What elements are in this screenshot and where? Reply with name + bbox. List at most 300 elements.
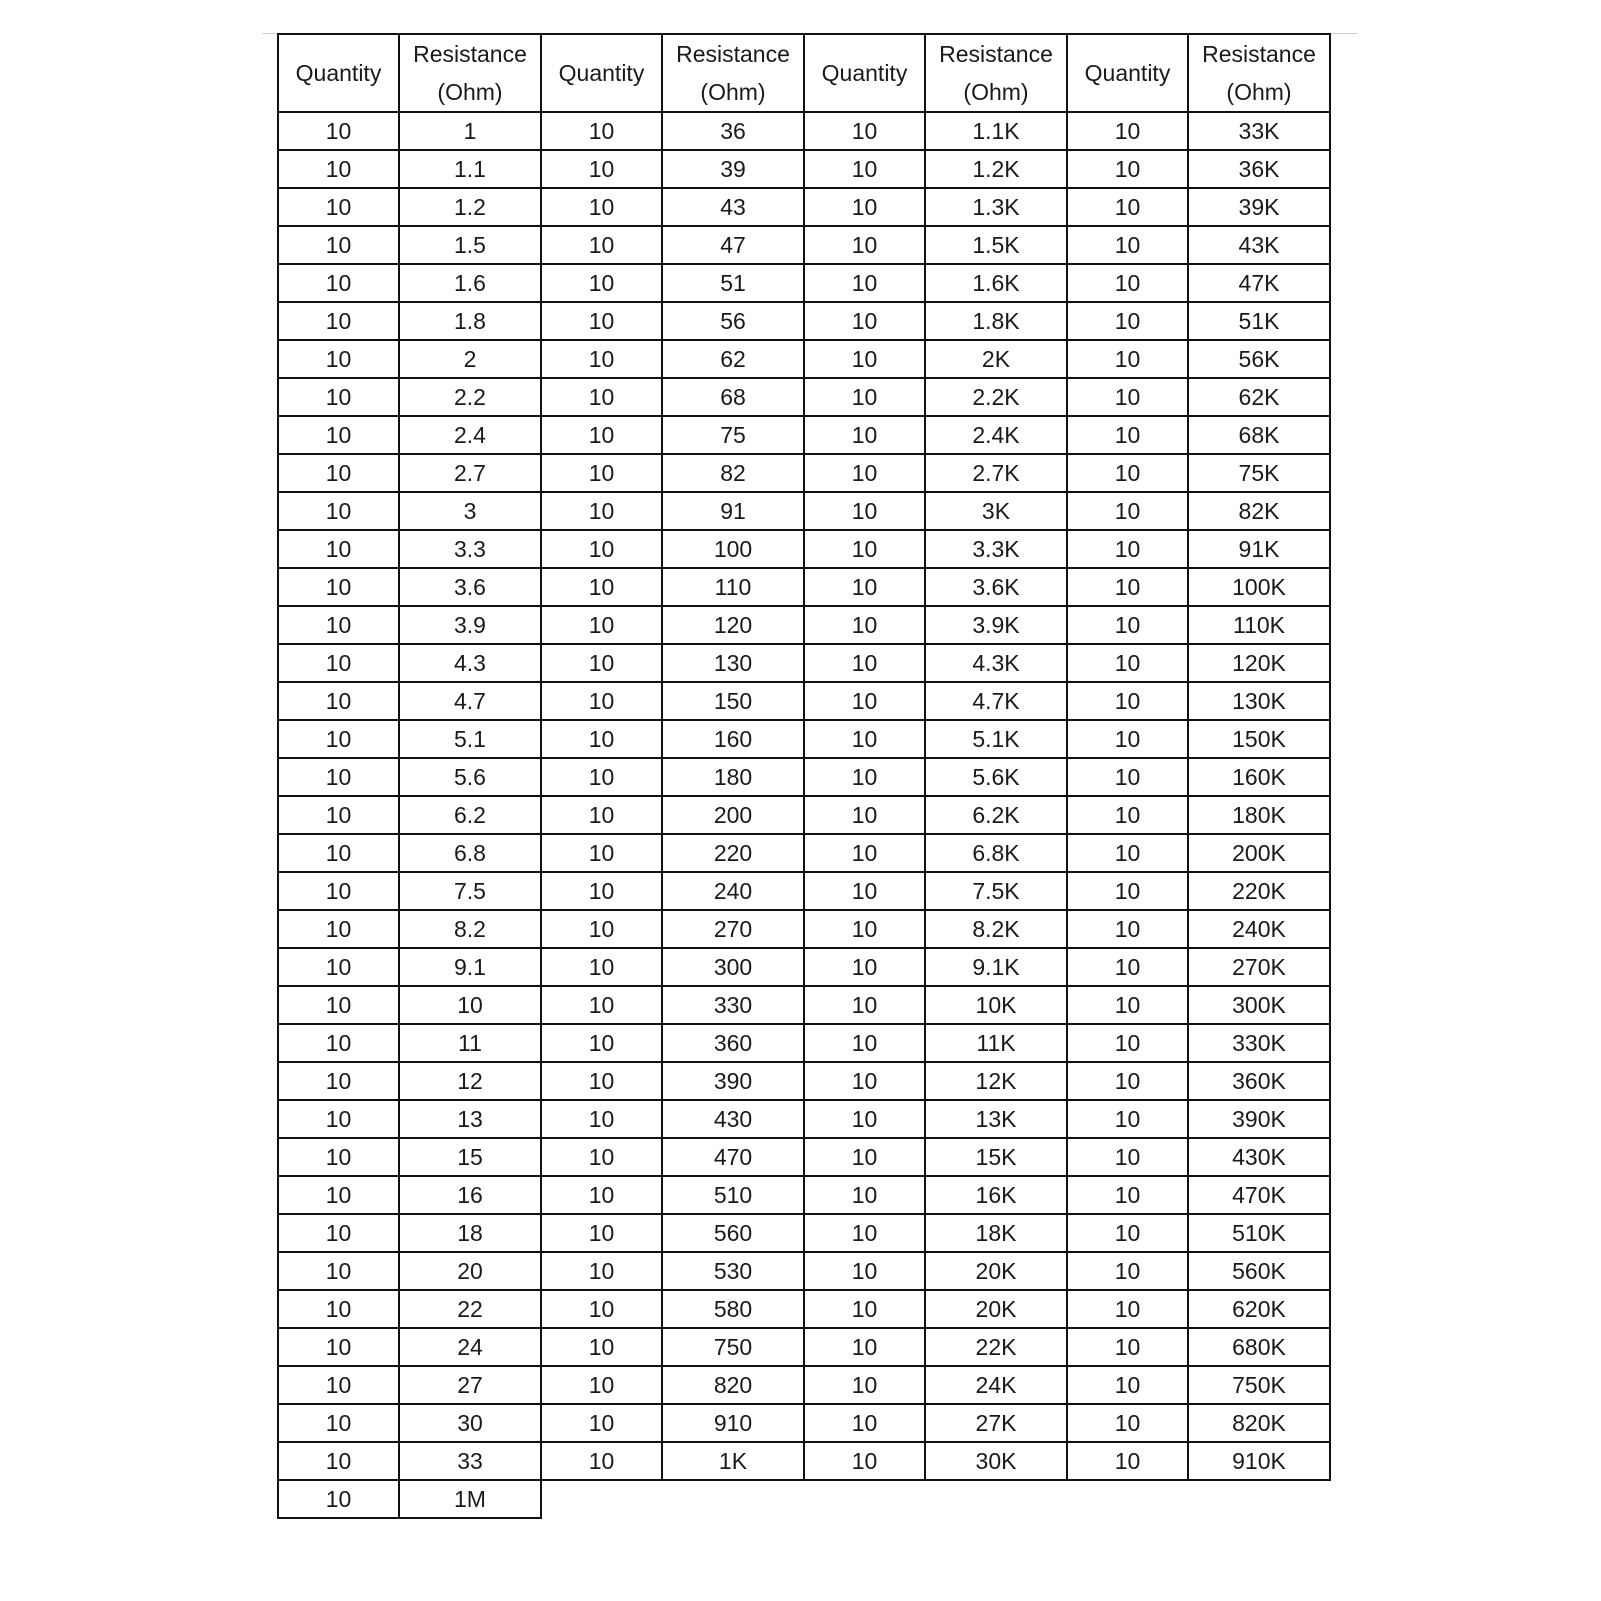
quantity-cell: 10 [278,1214,399,1252]
quantity-cell: 10 [541,1214,662,1252]
quantity-cell: 10 [278,910,399,948]
quantity-cell: 10 [541,682,662,720]
quantity-cell: 10 [804,720,925,758]
resistance-cell: 1K [662,1442,804,1480]
table-row [278,834,1330,872]
resistance-cell: 180 [662,758,804,796]
quantity-cell: 10 [1067,606,1188,644]
quantity-cell: 10 [804,1366,925,1404]
quantity-cell: 10 [804,264,925,302]
resistance-cell: 3.3K [925,530,1067,568]
table-row [278,796,1330,834]
resistor-kit-table [277,33,1331,1519]
resistance-cell: 30 [399,1404,541,1442]
resistance-cell: 9.1K [925,948,1067,986]
resistance-cell: 200 [662,796,804,834]
resistance-cell: 4.3K [925,644,1067,682]
quantity-cell: 10 [541,1442,662,1480]
resistance-cell: 1.3K [925,188,1067,226]
header-line: Quantity [558,60,645,86]
quantity-cell: 10 [278,644,399,682]
resistance-cell: 6.8K [925,834,1067,872]
table-row [278,1480,1330,1518]
quantity-cell: 10 [1067,682,1188,720]
resistance-cell: 560K [1188,1252,1330,1290]
quantity-cell: 10 [1067,1404,1188,1442]
resistance-cell: 36 [662,112,804,150]
resistance-cell: 3.6 [399,568,541,606]
resistance-cell: 6.2 [399,796,541,834]
table-row [278,1252,1330,1290]
quantity-cell: 10 [804,416,925,454]
header-line: Quantity [1084,60,1171,86]
resistance-cell: 620K [1188,1290,1330,1328]
resistance-cell: 91 [662,492,804,530]
quantity-cell: 10 [1067,1062,1188,1100]
table-row [278,1366,1330,1404]
resistance-cell: 820K [1188,1404,1330,1442]
table-row [278,112,1330,150]
resistance-cell: 5.1 [399,720,541,758]
resistance-cell: 10K [925,986,1067,1024]
quantity-cell: 10 [278,758,399,796]
quantity-cell: 10 [1067,530,1188,568]
quantity-cell: 10 [1067,758,1188,796]
table-row [278,1328,1330,1366]
quantity-cell: 10 [804,530,925,568]
resistance-cell: 91K [1188,530,1330,568]
table-row [278,264,1330,302]
quantity-cell: 10 [278,150,399,188]
quantity-cell: 10 [278,1442,399,1480]
quantity-cell: 10 [1067,948,1188,986]
resistance-cell: 56K [1188,340,1330,378]
quantity-cell: 10 [804,796,925,834]
header-row [278,34,1330,112]
quantity-cell: 10 [1067,340,1188,378]
resistance-cell: 22K [925,1328,1067,1366]
header-line: Resistance [939,41,1053,67]
quantity-cell: 10 [541,796,662,834]
resistance-cell: 2.2K [925,378,1067,416]
resistance-cell: 3.3 [399,530,541,568]
quantity-cell: 10 [804,834,925,872]
table-row [278,150,1330,188]
quantity-cell: 10 [804,948,925,986]
quantity-cell: 10 [804,682,925,720]
resistance-cell: 150 [662,682,804,720]
resistance-cell: 47K [1188,264,1330,302]
resistance-cell: 82K [1188,492,1330,530]
quantity-cell: 10 [1067,796,1188,834]
header-quantity [278,34,399,112]
quantity-cell: 10 [1067,112,1188,150]
quantity-cell: 10 [278,188,399,226]
resistance-cell: 62 [662,340,804,378]
header-line: Quantity [821,60,908,86]
quantity-cell: 10 [1067,1214,1188,1252]
quantity-cell: 10 [541,492,662,530]
resistance-cell: 200K [1188,834,1330,872]
quantity-cell: 10 [1067,302,1188,340]
resistance-cell: 13 [399,1100,541,1138]
resistance-cell: 180K [1188,796,1330,834]
resistance-cell: 120K [1188,644,1330,682]
quantity-cell: 10 [1067,720,1188,758]
table-row [278,1214,1330,1252]
resistance-cell: 3.9 [399,606,541,644]
quantity-cell: 10 [804,758,925,796]
resistance-cell: 680K [1188,1328,1330,1366]
quantity-cell: 10 [278,264,399,302]
quantity-cell: 10 [278,454,399,492]
table-row [278,872,1330,910]
table-row [278,1442,1330,1480]
resistance-cell: 6.8 [399,834,541,872]
quantity-cell: 10 [541,606,662,644]
resistance-cell: 8.2 [399,910,541,948]
quantity-cell: 10 [278,112,399,150]
quantity-cell: 10 [541,720,662,758]
quantity-cell: 10 [278,1480,399,1518]
resistance-cell: 390 [662,1062,804,1100]
resistance-cell: 4.7K [925,682,1067,720]
quantity-cell: 10 [804,1100,925,1138]
table-row [278,530,1330,568]
quantity-cell: 10 [278,1138,399,1176]
resistance-cell: 39K [1188,188,1330,226]
quantity-cell: 10 [804,1252,925,1290]
quantity-cell: 10 [278,340,399,378]
resistance-cell: 36K [1188,150,1330,188]
header-quantity [804,34,925,112]
quantity-cell: 10 [541,872,662,910]
resistance-cell: 430K [1188,1138,1330,1176]
resistance-cell: 240 [662,872,804,910]
resistance-cell: 68K [1188,416,1330,454]
header-line: Resistance [413,41,527,67]
quantity-cell: 10 [804,1328,925,1366]
resistance-cell: 910K [1188,1442,1330,1480]
quantity-cell: 10 [541,910,662,948]
resistance-cell: 10 [399,986,541,1024]
quantity-cell: 10 [541,1366,662,1404]
header-line: Resistance [1202,41,1316,67]
quantity-cell: 10 [278,1366,399,1404]
resistance-cell: 270 [662,910,804,948]
resistance-cell: 5.6K [925,758,1067,796]
quantity-cell: 10 [804,1024,925,1062]
resistance-cell: 510K [1188,1214,1330,1252]
quantity-cell: 10 [541,986,662,1024]
resistance-cell: 1.5K [925,226,1067,264]
resistance-cell: 11 [399,1024,541,1062]
table-row [278,378,1330,416]
resistance-cell: 220 [662,834,804,872]
quantity-cell: 10 [1067,872,1188,910]
quantity-cell: 10 [1067,986,1188,1024]
header-line: (Ohm) [963,79,1029,105]
table-row [278,1290,1330,1328]
resistance-cell: 110 [662,568,804,606]
quantity-cell: 10 [541,530,662,568]
resistance-cell: 750K [1188,1366,1330,1404]
resistance-cell: 110K [1188,606,1330,644]
quantity-cell: 10 [541,1062,662,1100]
quantity-cell: 10 [1067,1176,1188,1214]
quantity-cell: 10 [541,112,662,150]
quantity-cell: 10 [804,1176,925,1214]
table-row [278,1404,1330,1442]
quantity-cell: 10 [804,340,925,378]
empty-cell [925,1480,1067,1518]
quantity-cell: 10 [278,948,399,986]
quantity-cell: 10 [541,1024,662,1062]
quantity-cell: 10 [1067,1024,1188,1062]
quantity-cell: 10 [1067,378,1188,416]
resistance-cell: 270K [1188,948,1330,986]
quantity-cell: 10 [1067,416,1188,454]
resistance-cell: 2.7 [399,454,541,492]
quantity-cell: 10 [804,226,925,264]
quantity-cell: 10 [804,644,925,682]
table-row [278,568,1330,606]
resistance-cell: 2.7K [925,454,1067,492]
resistance-cell: 30K [925,1442,1067,1480]
quantity-cell: 10 [541,948,662,986]
resistance-cell: 580 [662,1290,804,1328]
resistance-cell: 3.6K [925,568,1067,606]
resistance-cell: 33 [399,1442,541,1480]
table-row [278,606,1330,644]
resistance-cell: 3 [399,492,541,530]
quantity-cell: 10 [804,378,925,416]
quantity-cell: 10 [278,568,399,606]
resistance-cell: 27 [399,1366,541,1404]
table-row [278,1138,1330,1176]
empty-cell [1188,1480,1330,1518]
resistance-cell: 100 [662,530,804,568]
quantity-cell: 10 [278,302,399,340]
resistance-cell: 51K [1188,302,1330,340]
resistance-cell: 910 [662,1404,804,1442]
quantity-cell: 10 [1067,188,1188,226]
resistance-cell: 390K [1188,1100,1330,1138]
resistance-cell: 20K [925,1290,1067,1328]
table-row [278,682,1330,720]
resistance-cell: 22 [399,1290,541,1328]
resistance-cell: 530 [662,1252,804,1290]
empty-cell [804,1480,925,1518]
quantity-cell: 10 [804,112,925,150]
quantity-cell: 10 [804,1138,925,1176]
resistance-cell: 3K [925,492,1067,530]
resistance-cell: 3.9K [925,606,1067,644]
table-row [278,454,1330,492]
quantity-cell: 10 [1067,1328,1188,1366]
empty-cell [541,1480,662,1518]
quantity-cell: 10 [1067,1100,1188,1138]
quantity-cell: 10 [1067,150,1188,188]
quantity-cell: 10 [541,378,662,416]
quantity-cell: 10 [1067,1366,1188,1404]
quantity-cell: 10 [541,644,662,682]
quantity-cell: 10 [278,1328,399,1366]
quantity-cell: 10 [804,606,925,644]
header-line: (Ohm) [437,79,503,105]
resistance-cell: 1.6 [399,264,541,302]
resistance-cell: 2.4K [925,416,1067,454]
resistance-cell: 47 [662,226,804,264]
quantity-cell: 10 [1067,492,1188,530]
quantity-cell: 10 [541,340,662,378]
resistance-cell: 12 [399,1062,541,1100]
header-quantity [541,34,662,112]
resistance-cell: 43K [1188,226,1330,264]
table-row [278,948,1330,986]
resistance-cell: 43 [662,188,804,226]
resistance-cell: 6.2K [925,796,1067,834]
quantity-cell: 10 [804,872,925,910]
resistance-cell: 130 [662,644,804,682]
quantity-cell: 10 [1067,226,1188,264]
quantity-cell: 10 [278,720,399,758]
table-row [278,720,1330,758]
header-resistance [399,34,541,112]
resistance-cell: 16 [399,1176,541,1214]
resistance-cell: 4.3 [399,644,541,682]
resistance-cell: 2.4 [399,416,541,454]
quantity-cell: 10 [278,378,399,416]
resistance-cell: 1 [399,112,541,150]
resistance-cell: 51 [662,264,804,302]
resistance-cell: 470K [1188,1176,1330,1214]
resistance-cell: 2.2 [399,378,541,416]
quantity-cell: 10 [1067,568,1188,606]
quantity-cell: 10 [278,834,399,872]
quantity-cell: 10 [278,796,399,834]
resistance-cell: 11K [925,1024,1067,1062]
resistance-cell: 24K [925,1366,1067,1404]
empty-cell [1067,1480,1188,1518]
resistance-cell: 5.6 [399,758,541,796]
quantity-cell: 10 [1067,1252,1188,1290]
resistance-cell: 12K [925,1062,1067,1100]
resistance-cell: 13K [925,1100,1067,1138]
resistance-cell: 18K [925,1214,1067,1252]
resistance-cell: 75K [1188,454,1330,492]
resistance-cell: 160K [1188,758,1330,796]
quantity-cell: 10 [541,264,662,302]
quantity-cell: 10 [541,1290,662,1328]
table-row [278,492,1330,530]
resistance-cell: 1.5 [399,226,541,264]
table-row [278,340,1330,378]
quantity-cell: 10 [278,1024,399,1062]
resistance-cell: 7.5 [399,872,541,910]
resistance-cell: 2K [925,340,1067,378]
resistance-cell: 1.1K [925,112,1067,150]
resistance-cell: 510 [662,1176,804,1214]
quantity-cell: 10 [278,226,399,264]
table-row [278,986,1330,1024]
quantity-cell: 10 [541,454,662,492]
quantity-cell: 10 [278,682,399,720]
resistance-cell: 4.7 [399,682,541,720]
resistance-cell: 1M [399,1480,541,1518]
resistance-cell: 15K [925,1138,1067,1176]
quantity-cell: 10 [541,1404,662,1442]
resistance-cell: 120 [662,606,804,644]
quantity-cell: 10 [278,530,399,568]
resistance-cell: 430 [662,1100,804,1138]
quantity-cell: 10 [1067,454,1188,492]
quantity-cell: 10 [278,986,399,1024]
quantity-cell: 10 [541,302,662,340]
resistance-cell: 15 [399,1138,541,1176]
resistance-cell: 100K [1188,568,1330,606]
quantity-cell: 10 [541,1138,662,1176]
header-line: Quantity [295,60,382,86]
resistance-cell: 1.2K [925,150,1067,188]
resistance-cell: 9.1 [399,948,541,986]
quantity-cell: 10 [541,226,662,264]
resistance-cell: 470 [662,1138,804,1176]
quantity-cell: 10 [541,416,662,454]
quantity-cell: 10 [804,1404,925,1442]
table-row [278,910,1330,948]
resistance-cell: 360 [662,1024,804,1062]
table-body [278,112,1330,1518]
header-resistance [925,34,1067,112]
resistance-cell: 1.6K [925,264,1067,302]
quantity-cell: 10 [804,1290,925,1328]
resistance-cell: 130K [1188,682,1330,720]
resistance-cell: 300 [662,948,804,986]
quantity-cell: 10 [278,606,399,644]
resistance-cell: 33K [1188,112,1330,150]
header-quantity [1067,34,1188,112]
quantity-cell: 10 [278,1404,399,1442]
quantity-cell: 10 [541,188,662,226]
quantity-cell: 10 [278,492,399,530]
table-row [278,1024,1330,1062]
quantity-cell: 10 [804,986,925,1024]
resistance-cell: 82 [662,454,804,492]
empty-cell [662,1480,804,1518]
quantity-cell: 10 [541,1100,662,1138]
quantity-cell: 10 [278,1176,399,1214]
resistance-cell: 560 [662,1214,804,1252]
resistance-cell: 68 [662,378,804,416]
resistance-cell: 150K [1188,720,1330,758]
resistance-cell: 820 [662,1366,804,1404]
quantity-cell: 10 [278,1290,399,1328]
header-line: Resistance [676,41,790,67]
resistance-cell: 16K [925,1176,1067,1214]
table-row [278,1176,1330,1214]
table-row [278,188,1330,226]
quantity-cell: 10 [541,150,662,188]
resistance-cell: 330 [662,986,804,1024]
table-row [278,416,1330,454]
table-row [278,758,1330,796]
header-line: (Ohm) [1226,79,1292,105]
quantity-cell: 10 [804,1442,925,1480]
resistance-cell: 1.8 [399,302,541,340]
table-row [278,1062,1330,1100]
quantity-cell: 10 [278,872,399,910]
